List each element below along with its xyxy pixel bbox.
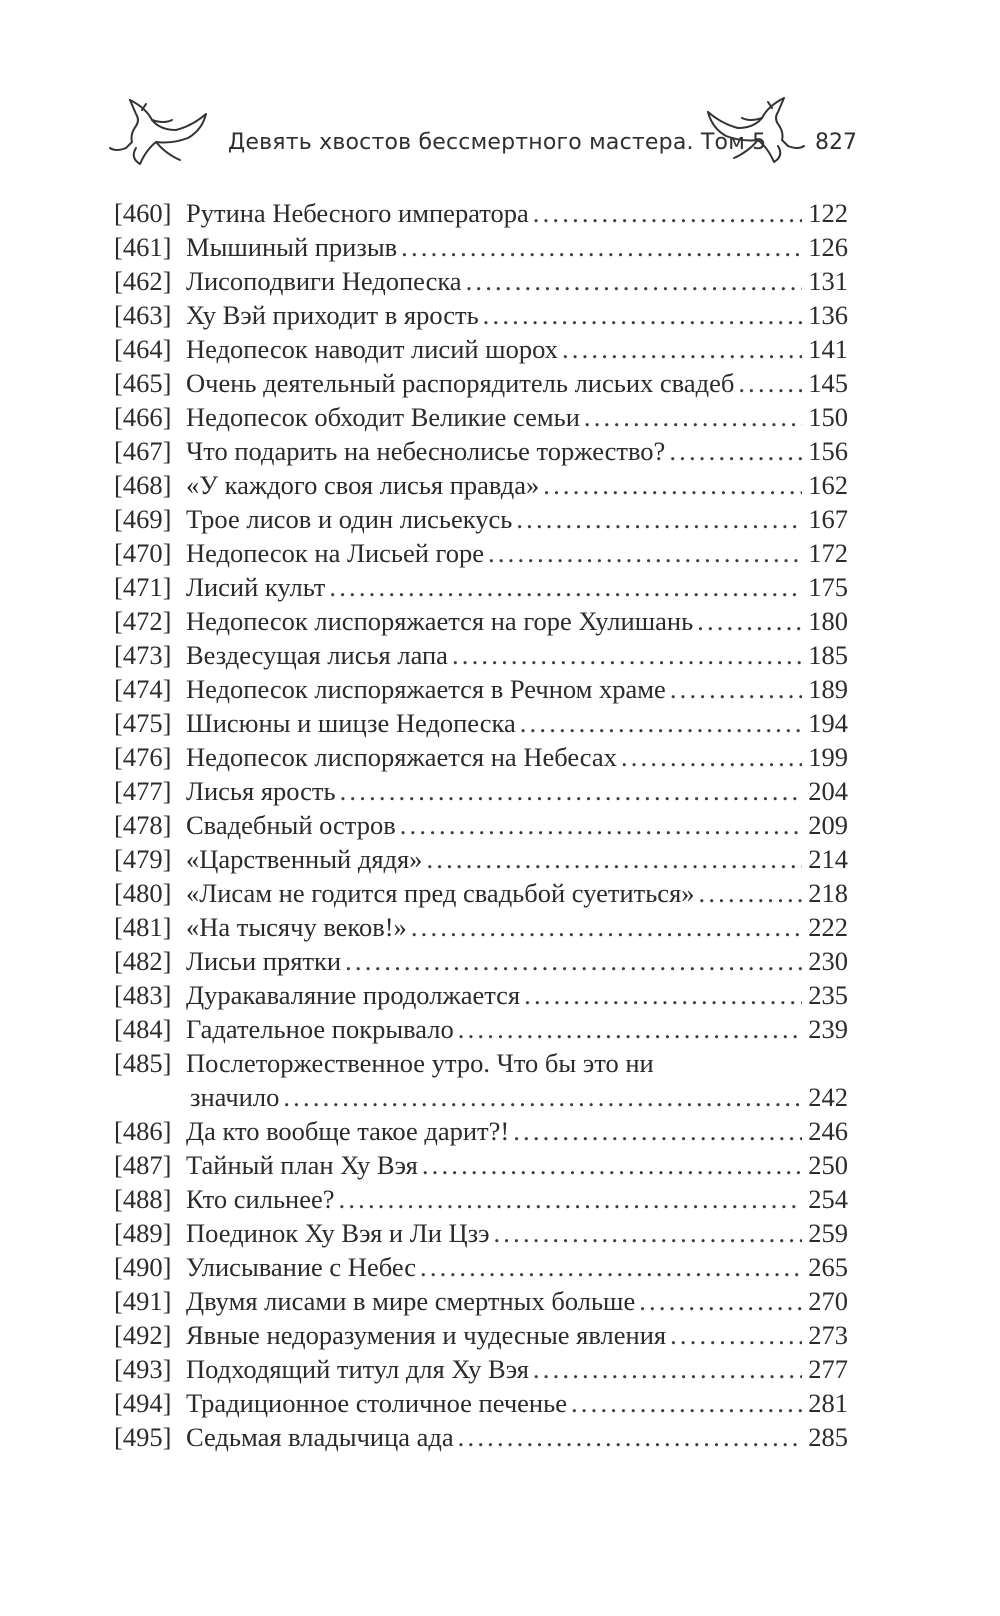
toc-entry	[114, 1250, 848, 1284]
entry-page: 265	[808, 1252, 848, 1282]
toc-entry	[114, 264, 848, 298]
entry-number: [486]	[114, 1116, 172, 1146]
entry-number: [460]	[114, 198, 172, 228]
dot-leader	[458, 1420, 803, 1454]
entry-title: Недопесок лиспоряжается в Речном храме	[186, 674, 666, 704]
dot-leader	[670, 672, 802, 706]
toc-entry	[114, 638, 848, 672]
toc-entry	[114, 978, 848, 1012]
running-title: Девять хвостов бессмертного мастера. Том 5	[228, 130, 767, 155]
toc-entry	[114, 1352, 848, 1386]
entry-number: [473]	[114, 640, 172, 670]
dot-leader	[400, 808, 803, 842]
toc-entry	[114, 400, 848, 434]
dot-leader	[571, 1386, 802, 1420]
toc-entry	[114, 366, 848, 400]
entry-page: 250	[808, 1150, 848, 1180]
entry-page: 209	[808, 810, 848, 840]
entry-page: 259	[808, 1218, 848, 1248]
entry-number: [471]	[114, 572, 172, 602]
entry-title: «На тысячу веков!»	[186, 912, 407, 942]
entry-title: Лисья ярость	[186, 776, 336, 806]
entry-title: Трое лисов и один лисьекусь	[186, 504, 513, 534]
dot-leader	[488, 536, 802, 570]
page-number: 827	[815, 130, 857, 155]
entry-page: 199	[808, 742, 848, 772]
toc-entry	[114, 570, 848, 604]
entry-title: Подходящий титул для Ху Вэя	[186, 1354, 529, 1384]
dot-leader	[466, 264, 803, 298]
dot-leader	[340, 774, 803, 808]
dot-leader	[283, 1080, 802, 1114]
toc-entry	[114, 604, 848, 638]
dot-leader	[426, 842, 802, 876]
entry-title: Лисьи прятки	[186, 946, 342, 976]
entry-title: Тайный план Ху Вэя	[186, 1150, 418, 1180]
dot-leader	[533, 196, 802, 230]
entry-number: [468]	[114, 470, 172, 500]
toc-entry	[114, 1114, 848, 1148]
entry-page: 230	[808, 946, 848, 976]
entry-number: [492]	[114, 1320, 172, 1350]
entry-title: Двумя лисами в мире смертных больше	[186, 1286, 636, 1316]
dot-leader	[621, 740, 802, 774]
toc-entry	[114, 808, 848, 842]
entry-page: 189	[808, 674, 848, 704]
entry-title: Мышиный призыв	[186, 232, 398, 262]
toc-entry	[114, 332, 848, 366]
entry-number: [491]	[114, 1286, 172, 1316]
entry-page: 218	[808, 878, 848, 908]
entry-title: Недопесок наводит лисий шорох	[186, 334, 558, 364]
entry-number: [493]	[114, 1354, 172, 1384]
entry-number: [464]	[114, 334, 172, 364]
entry-page: 281	[808, 1388, 848, 1418]
fox-ornament-icon	[106, 90, 214, 172]
toc-entry	[114, 706, 848, 740]
entry-number: [465]	[114, 368, 172, 398]
entry-page: 141	[808, 334, 848, 364]
entry-page: 204	[808, 776, 848, 806]
entry-title: Шисюны и шицзе Недопеска	[186, 708, 516, 738]
entry-page: 285	[808, 1422, 848, 1452]
dot-leader	[543, 468, 802, 502]
entry-page: 235	[808, 980, 848, 1010]
toc-entry	[114, 740, 848, 774]
table-of-contents	[114, 196, 848, 1454]
entry-title: Да кто вообще такое дарит?!	[186, 1116, 510, 1146]
toc-entry	[114, 1216, 848, 1250]
dot-leader	[699, 876, 803, 910]
page-header	[0, 80, 1000, 180]
entry-title: Кто сильнее?	[186, 1184, 335, 1214]
entry-page: 185	[808, 640, 848, 670]
entry-number: [488]	[114, 1184, 172, 1214]
entry-number: [472]	[114, 606, 172, 636]
dot-leader	[345, 944, 802, 978]
toc-entry	[114, 944, 848, 978]
entry-number: [470]	[114, 538, 172, 568]
dot-leader	[458, 1012, 802, 1046]
toc-entry	[114, 672, 848, 706]
entry-page: 167	[808, 504, 848, 534]
toc-entry	[114, 536, 848, 570]
entry-number: [466]	[114, 402, 172, 432]
entry-page: 242	[808, 1082, 848, 1112]
entry-number: [475]	[114, 708, 172, 738]
entry-title: Лисоподвиги Недопеска	[186, 266, 462, 296]
dot-leader	[420, 1250, 802, 1284]
dot-leader	[738, 366, 802, 400]
entry-title: «Царственный дядя»	[186, 844, 423, 874]
entry-page: 172	[808, 538, 848, 568]
toc-entry	[114, 1182, 848, 1216]
entry-title-continuation: значило	[190, 1082, 280, 1112]
dot-leader	[669, 434, 802, 468]
entry-number: [481]	[114, 912, 172, 942]
toc-entry	[114, 1420, 848, 1454]
entry-number: [485]	[114, 1048, 172, 1078]
entry-number: [479]	[114, 844, 172, 874]
entry-title: «Лисам не годится пред свадьбой суетиться»	[186, 878, 695, 908]
toc-entry	[114, 1386, 848, 1420]
entry-number: [484]	[114, 1014, 172, 1044]
toc-entry	[114, 1284, 848, 1318]
toc-entry	[114, 1046, 848, 1114]
entry-title: Поединок Ху Вэя и Ли Цзэ	[186, 1218, 490, 1248]
dot-leader	[639, 1284, 802, 1318]
entry-page: 222	[808, 912, 848, 942]
entry-number: [461]	[114, 232, 172, 262]
entry-title: Недопесок лиспоряжается на горе Хулишань	[186, 606, 694, 636]
dot-leader	[422, 1148, 802, 1182]
entry-page: 246	[808, 1116, 848, 1146]
entry-title: Явные недоразумения и чудесные явления	[186, 1320, 667, 1350]
entry-page: 270	[808, 1286, 848, 1316]
entry-title: Недопесок лиспоряжается на Небесах	[186, 742, 617, 772]
entry-page: 180	[808, 606, 848, 636]
entry-page: 145	[808, 368, 848, 398]
entry-number: [494]	[114, 1388, 172, 1418]
toc-entry	[114, 876, 848, 910]
toc-entry	[114, 230, 848, 264]
entry-title: Улисывание с Небес	[186, 1252, 417, 1282]
entry-number: [477]	[114, 776, 172, 806]
entry-page: 131	[808, 266, 848, 296]
entry-page: 194	[808, 708, 848, 738]
entry-title: Послеторжественное утро. Что бы это ни	[186, 1048, 654, 1078]
entry-page: 273	[808, 1320, 848, 1350]
toc-entry	[114, 196, 848, 230]
entry-title: Седьмая владычица ада	[186, 1422, 454, 1452]
dot-leader	[483, 298, 803, 332]
entry-number: [495]	[114, 1422, 172, 1452]
entry-title: Гадательное покрывало	[186, 1014, 454, 1044]
entry-page: 162	[808, 470, 848, 500]
entry-page: 254	[808, 1184, 848, 1214]
entry-number: [478]	[114, 810, 172, 840]
entry-page: 122	[808, 198, 848, 228]
toc-entry	[114, 1148, 848, 1182]
entry-title: Очень деятельный распорядитель лисьих свадеб	[186, 368, 735, 398]
entry-page: 150	[808, 402, 848, 432]
toc-entry	[114, 434, 848, 468]
entry-title: Дуракаваляние продолжается	[186, 980, 521, 1010]
entry-number: [476]	[114, 742, 172, 772]
entry-page: 156	[808, 436, 848, 466]
dot-leader	[533, 1352, 802, 1386]
entry-title: Что подарить на небеснолисье торжество?	[186, 436, 666, 466]
toc-entry	[114, 910, 848, 944]
entry-title: Свадебный остров	[186, 810, 396, 840]
toc-entry	[114, 1318, 848, 1352]
entry-number: [490]	[114, 1252, 172, 1282]
toc-entry	[114, 1012, 848, 1046]
entry-title: Недопесок обходит Великие семьи	[186, 402, 580, 432]
entry-page: 239	[808, 1014, 848, 1044]
dot-leader	[516, 502, 802, 536]
entry-number: [483]	[114, 980, 172, 1010]
dot-leader	[493, 1216, 802, 1250]
dot-leader	[401, 230, 802, 264]
entry-page: 214	[808, 844, 848, 874]
toc-entry	[114, 298, 848, 332]
dot-leader	[411, 910, 802, 944]
entry-number: [467]	[114, 436, 172, 466]
entry-page: 136	[808, 300, 848, 330]
entry-number: [463]	[114, 300, 172, 330]
entry-number: [482]	[114, 946, 172, 976]
toc-entry	[114, 468, 848, 502]
entry-title: Ху Вэй приходит в ярость	[186, 300, 479, 330]
toc-entry	[114, 774, 848, 808]
entry-title: Вездесущая лисья лапа	[186, 640, 448, 670]
dot-leader	[520, 706, 803, 740]
toc-entry	[114, 502, 848, 536]
entry-number: [474]	[114, 674, 172, 704]
dot-leader	[524, 978, 802, 1012]
dot-leader	[339, 1182, 803, 1216]
entry-number: [469]	[114, 504, 172, 534]
entry-number: [487]	[114, 1150, 172, 1180]
entry-title: Традиционное столичное печенье	[186, 1388, 567, 1418]
toc-entry	[114, 842, 848, 876]
entry-page: 126	[808, 232, 848, 262]
dot-leader	[329, 570, 802, 604]
entry-page: 175	[808, 572, 848, 602]
entry-title: Недопесок на Лисьей горе	[186, 538, 485, 568]
fox-ornament-icon	[700, 88, 808, 170]
entry-number: [480]	[114, 878, 172, 908]
entry-title: «У каждого своя лисья правда»	[186, 470, 540, 500]
dot-leader	[670, 1318, 802, 1352]
entry-page: 277	[808, 1354, 848, 1384]
dot-leader	[513, 1114, 802, 1148]
entry-number: [489]	[114, 1218, 172, 1248]
entry-number: [462]	[114, 266, 172, 296]
dot-leader	[697, 604, 802, 638]
entry-title: Лисий культ	[186, 572, 326, 602]
entry-title: Рутина Небесного императора	[186, 198, 529, 228]
dot-leader	[562, 332, 802, 366]
dot-leader	[452, 638, 802, 672]
dot-leader	[584, 400, 802, 434]
